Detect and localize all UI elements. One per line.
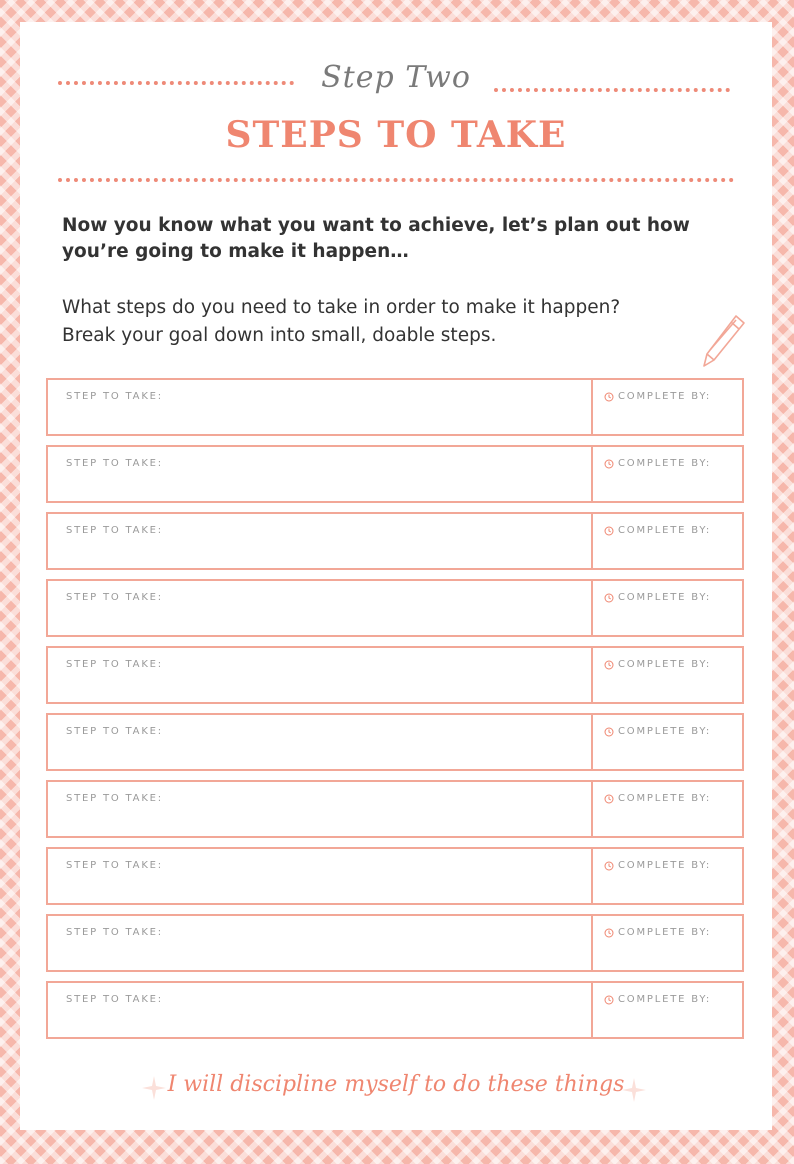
step-row[interactable] <box>46 847 744 905</box>
dotted-rule-bottom <box>58 178 734 182</box>
complete-by-label: COMPLETE BY: <box>618 458 712 469</box>
step-row[interactable] <box>46 579 744 637</box>
complete-by-label: COMPLETE BY: <box>618 525 712 536</box>
complete-by-cell[interactable] <box>604 994 711 1005</box>
complete-by-label: COMPLETE BY: <box>618 793 712 804</box>
step-label: STEP TO TAKE: <box>66 458 163 469</box>
question-line-2: Break your goal down into small, doable steps. <box>62 325 497 346</box>
complete-by-label: COMPLETE BY: <box>618 726 712 737</box>
intro-text: Now you know what you want to achieve, let’s plan out how you’re going to make it happen… <box>62 215 690 262</box>
question-line-1: What steps do you need to take in order to make it happen? <box>62 297 621 318</box>
complete-by-cell[interactable] <box>604 860 711 871</box>
clock-icon <box>604 794 614 804</box>
clock-icon <box>604 727 614 737</box>
planner-page <box>20 22 772 1130</box>
row-divider <box>591 983 593 1037</box>
step-label: STEP TO TAKE: <box>66 793 163 804</box>
row-divider <box>591 782 593 836</box>
clock-icon <box>604 459 614 469</box>
step-label: STEP TO TAKE: <box>66 592 163 603</box>
complete-by-label: COMPLETE BY: <box>618 592 712 603</box>
row-divider <box>591 648 593 702</box>
step-row[interactable] <box>46 646 744 704</box>
step-label: STEP TO TAKE: <box>66 860 163 871</box>
complete-by-cell[interactable] <box>604 726 711 737</box>
clock-icon <box>604 660 614 670</box>
clock-icon <box>604 593 614 603</box>
complete-by-cell[interactable] <box>604 659 711 670</box>
complete-by-label: COMPLETE BY: <box>618 994 712 1005</box>
complete-by-cell[interactable] <box>604 391 711 402</box>
complete-by-label: COMPLETE BY: <box>618 927 712 938</box>
row-divider <box>591 447 593 501</box>
step-row[interactable] <box>46 780 744 838</box>
row-divider <box>591 715 593 769</box>
complete-by-label: COMPLETE BY: <box>618 659 712 670</box>
step-label: STEP TO TAKE: <box>66 927 163 938</box>
step-row[interactable] <box>46 981 744 1039</box>
clock-icon <box>604 928 614 938</box>
complete-by-label: COMPLETE BY: <box>618 391 712 402</box>
footer-motto: I will discipline myself to do these things <box>167 1072 625 1097</box>
complete-by-cell[interactable] <box>604 525 711 536</box>
complete-by-cell[interactable] <box>604 927 711 938</box>
pencil-icon <box>698 312 748 372</box>
step-label: STEP TO TAKE: <box>66 659 163 670</box>
step-label: STEP TO TAKE: <box>66 525 163 536</box>
row-divider <box>591 849 593 903</box>
step-label: STEP TO TAKE: <box>66 391 163 402</box>
clock-icon <box>604 392 614 402</box>
complete-by-cell[interactable] <box>604 793 711 804</box>
row-divider <box>591 514 593 568</box>
row-divider <box>591 581 593 635</box>
step-row[interactable] <box>46 378 744 436</box>
step-row[interactable] <box>46 512 744 570</box>
step-label: STEP TO TAKE: <box>66 994 163 1005</box>
steps-table <box>46 378 744 1048</box>
step-label: STEP TO TAKE: <box>66 726 163 737</box>
step-row[interactable] <box>46 713 744 771</box>
row-divider <box>591 380 593 434</box>
row-divider <box>591 916 593 970</box>
section-subtitle: Step Two <box>321 60 471 95</box>
step-row[interactable] <box>46 445 744 503</box>
complete-by-cell[interactable] <box>604 592 711 603</box>
clock-icon <box>604 526 614 536</box>
question-text <box>62 294 742 350</box>
complete-by-label: COMPLETE BY: <box>618 860 712 871</box>
page-title: STEPS TO TAKE <box>225 114 567 156</box>
complete-by-cell[interactable] <box>604 458 711 469</box>
step-row[interactable] <box>46 914 744 972</box>
clock-icon <box>604 861 614 871</box>
clock-icon <box>604 995 614 1005</box>
